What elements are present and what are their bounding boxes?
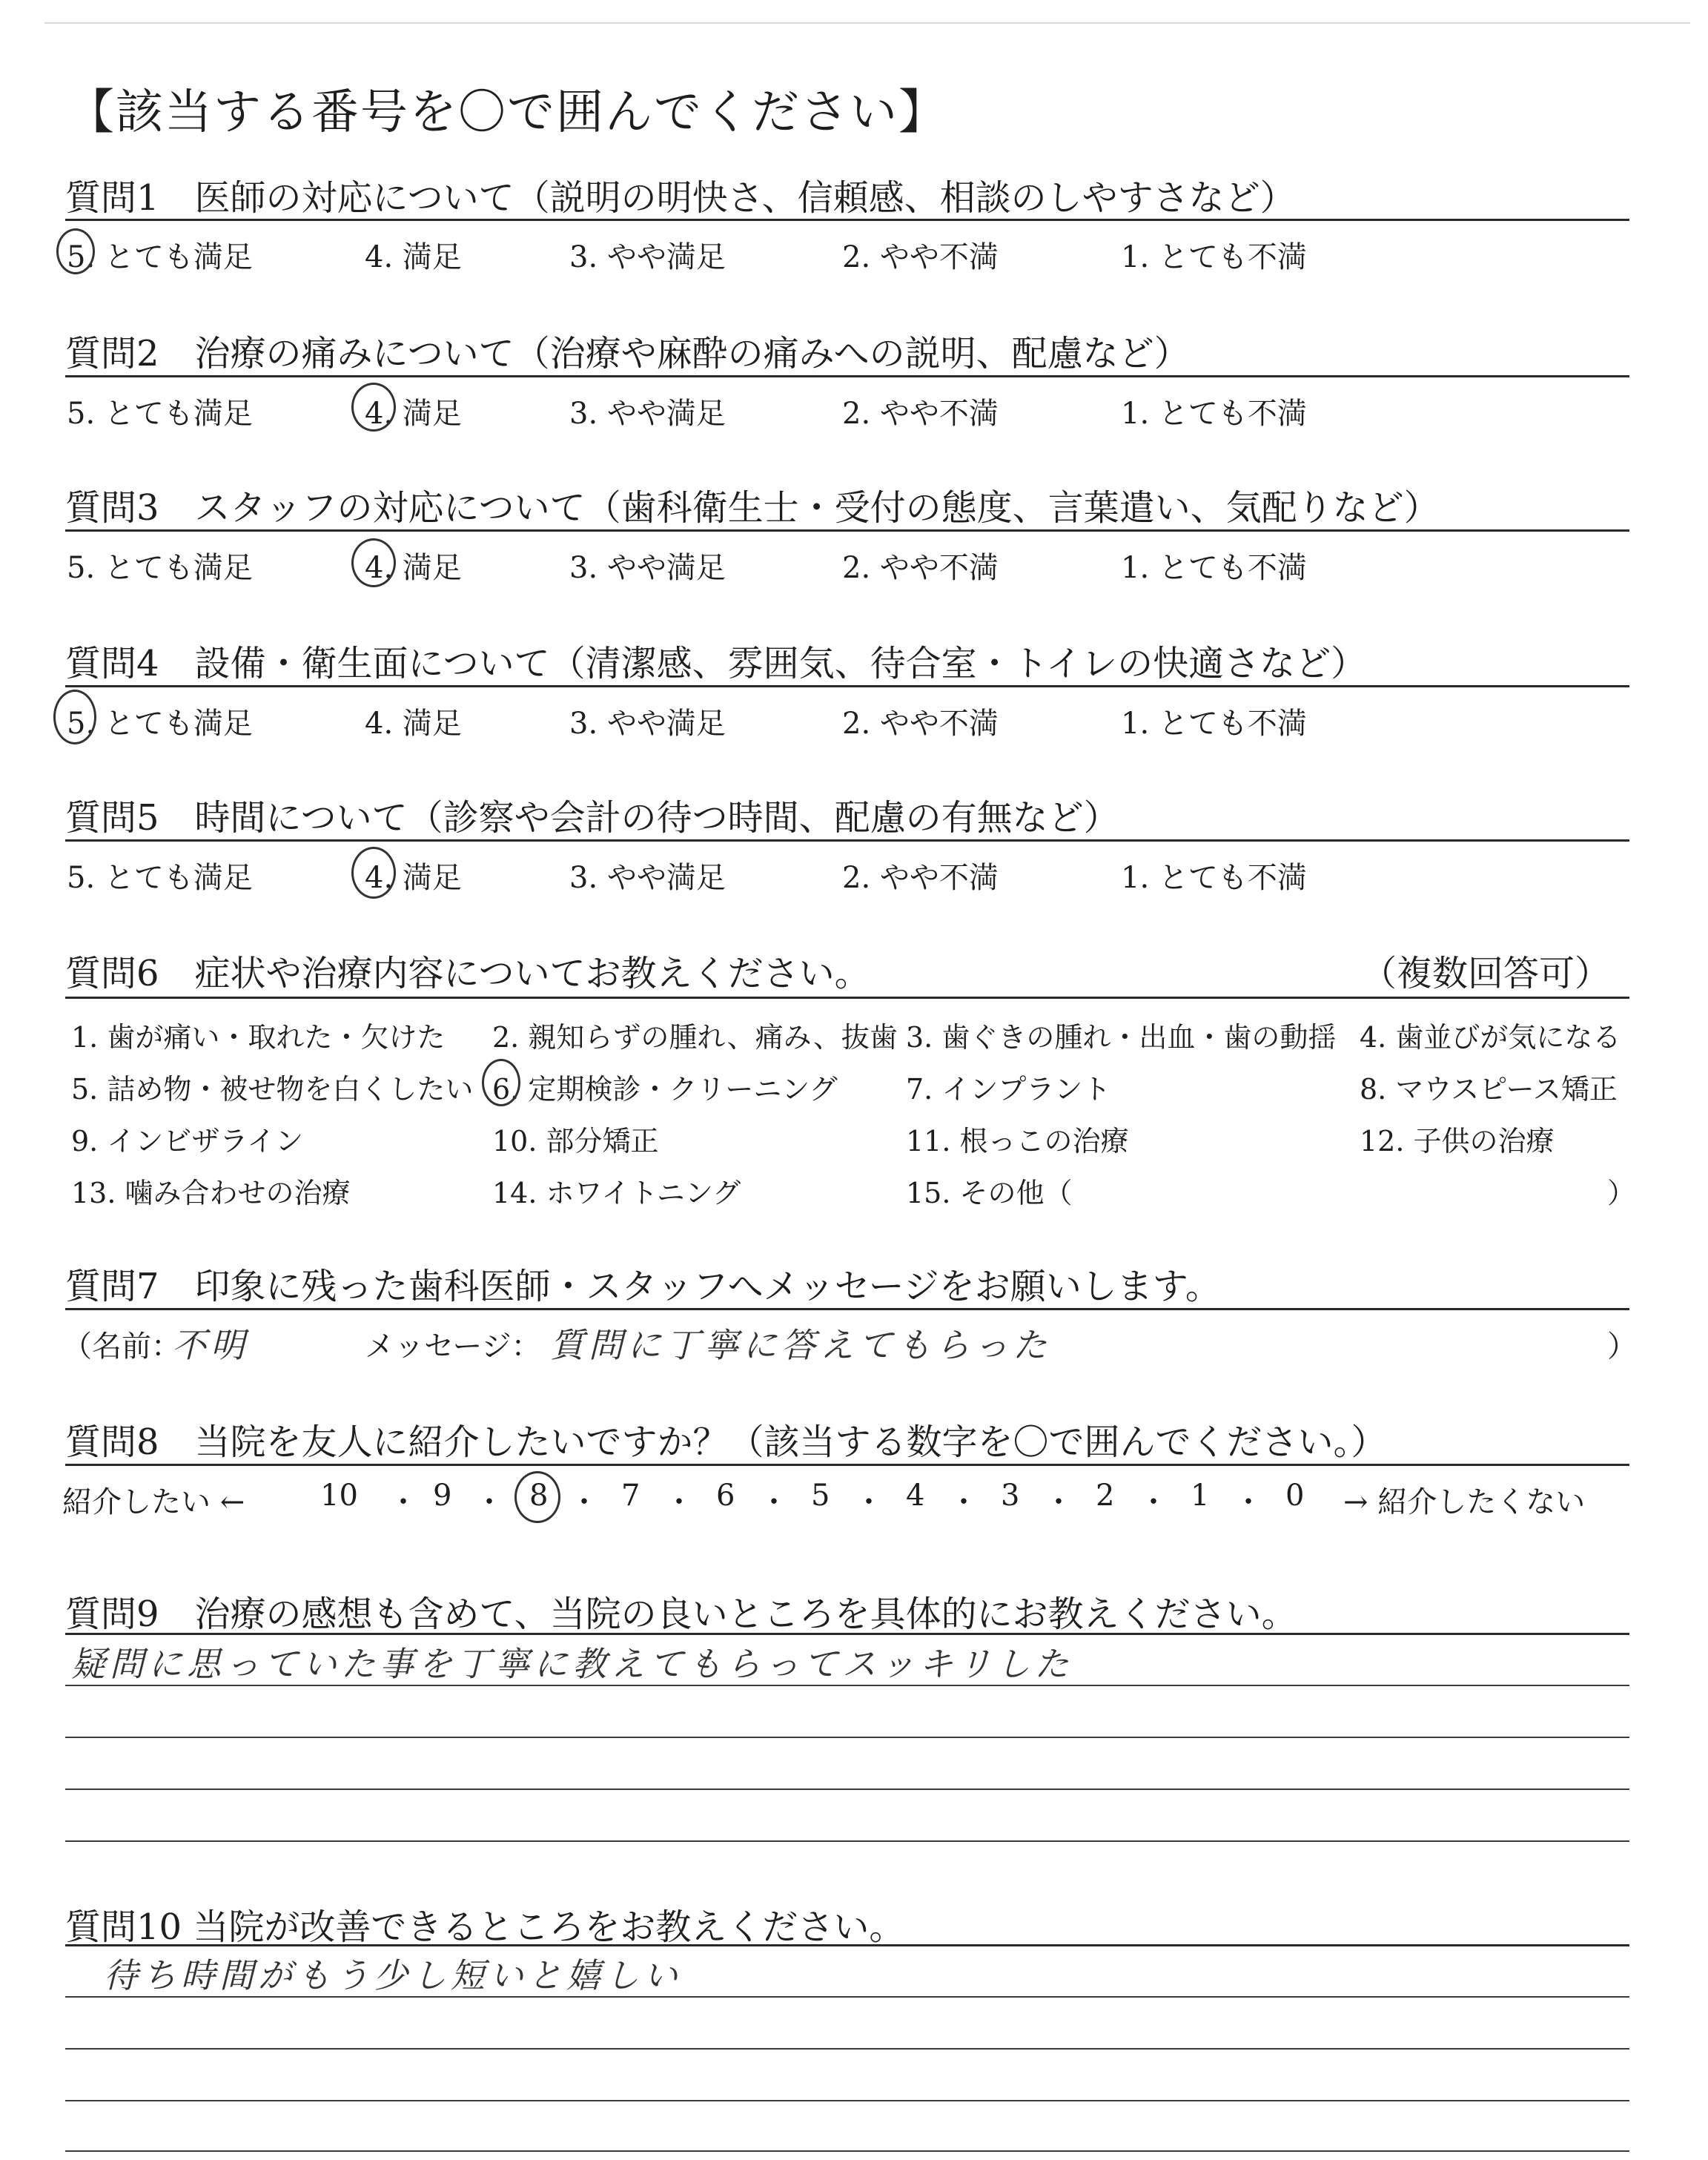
q1-option-1[interactable]: 1. とても不満 bbox=[1121, 240, 1307, 274]
q10-answer-line bbox=[65, 2100, 1629, 2101]
q3-heading: 質問3 スタッフの対応について（歯科衛生士・受付の態度、言葉遣い、気配りなど） bbox=[65, 487, 1440, 529]
q4-option-2[interactable]: 2. やや不満 bbox=[842, 707, 999, 741]
q3-option-2[interactable]: 2. やや不満 bbox=[842, 551, 999, 585]
q7-name-label: （名前： bbox=[62, 1330, 181, 1364]
q8-number[interactable]: 10 bbox=[320, 1479, 358, 1513]
q1-option-3[interactable]: 3. やや満足 bbox=[569, 240, 726, 274]
q9-heading: 質問9 治療の感想も含めて、当院の良いところを具体的にお教えください。 bbox=[65, 1593, 1297, 1635]
q8-separator: ・ bbox=[1234, 1485, 1263, 1519]
q2-selection-circle bbox=[351, 383, 396, 432]
q1-rule bbox=[65, 219, 1629, 221]
q1-option-2[interactable]: 2. やや不満 bbox=[842, 240, 999, 274]
q2-option-1[interactable]: 1. とても不満 bbox=[1121, 397, 1307, 431]
q10-answer-line bbox=[65, 2150, 1629, 2152]
q5-option-4[interactable]: 4. 満足 bbox=[365, 861, 462, 895]
q6-option[interactable]: 8. マウスピース矯正 bbox=[1360, 1073, 1618, 1106]
q6-option[interactable]: 3. 歯ぐきの腫れ・出血・歯の動揺 bbox=[906, 1021, 1337, 1054]
q8-left-label: 紹介したい ← bbox=[62, 1485, 245, 1519]
q9-answer-line bbox=[65, 1685, 1629, 1686]
q9-rule bbox=[65, 1633, 1629, 1635]
q3-option-1[interactable]: 1. とても不満 bbox=[1121, 551, 1307, 585]
top-border bbox=[44, 22, 1690, 24]
q8-separator: ・ bbox=[1044, 1485, 1073, 1519]
q8-separator: ・ bbox=[569, 1485, 599, 1519]
form-title: 【該当する番号を〇で囲んでください】 bbox=[67, 85, 947, 140]
q6-option[interactable]: 7. インプラント bbox=[906, 1073, 1111, 1106]
q7-message-label: メッセージ： bbox=[365, 1330, 541, 1364]
q6-note: （複数回答可） bbox=[1361, 953, 1611, 994]
q2-heading: 質問2 治療の痛みについて（治療や麻酔の痛みへの説明、配慮など） bbox=[65, 333, 1190, 374]
q5-option-5[interactable]: 5. とても満足 bbox=[67, 861, 253, 895]
q4-option-5[interactable]: 5. とても満足 bbox=[67, 707, 253, 741]
q1-heading: 質問1 医師の対応について（説明の明快さ、信頼感、相談のしやすさなど） bbox=[65, 177, 1296, 219]
q3-selection-circle bbox=[351, 538, 396, 587]
q6-option[interactable]: 4. 歯並びが気になる bbox=[1360, 1021, 1621, 1054]
q2-option-3[interactable]: 3. やや満足 bbox=[569, 397, 726, 431]
q2-rule bbox=[65, 375, 1629, 377]
q6-other-close: ） bbox=[1607, 1177, 1636, 1209]
q3-option-4[interactable]: 4. 満足 bbox=[365, 551, 462, 585]
q1-selection-circle bbox=[56, 228, 95, 274]
q1-option-4[interactable]: 4. 満足 bbox=[365, 240, 462, 274]
q7-rule bbox=[65, 1308, 1629, 1310]
q8-number[interactable]: 0 bbox=[1285, 1479, 1305, 1513]
q8-heading: 質問8 当院を友人に紹介したいですか？（該当する数字を〇で囲んでください。） bbox=[65, 1421, 1387, 1463]
q7-name-value[interactable]: 不明 bbox=[172, 1325, 249, 1365]
q2-option-5[interactable]: 5. とても満足 bbox=[67, 397, 253, 431]
q6-option[interactable]: 2. 親知らずの腫れ、痛み、抜歯 bbox=[492, 1021, 898, 1054]
q8-separator: ・ bbox=[474, 1485, 504, 1519]
q5-rule bbox=[65, 839, 1629, 842]
q6-option[interactable]: 5. 詰め物・被せ物を白くしたい bbox=[71, 1073, 474, 1106]
q6-option[interactable]: 10. 部分矯正 bbox=[492, 1125, 659, 1157]
q8-number[interactable]: 2 bbox=[1096, 1479, 1115, 1513]
q8-right-label: → 紹介したくない bbox=[1343, 1485, 1586, 1519]
q6-option[interactable]: 6. 定期検診・クリーニング bbox=[492, 1073, 838, 1106]
q10-heading: 質問10 当院が改善できるところをお教えください。 bbox=[65, 1906, 905, 1948]
q6-rule bbox=[65, 997, 1629, 999]
q8-number[interactable]: 7 bbox=[621, 1479, 640, 1513]
q8-rule bbox=[65, 1464, 1629, 1466]
q6-selection-circle bbox=[482, 1059, 520, 1106]
q5-option-2[interactable]: 2. やや不満 bbox=[842, 861, 999, 895]
q9-answer-line bbox=[65, 1737, 1629, 1738]
q9-answer[interactable]: 疑問に思っていた事を丁寧に教えてもらってスッキリした bbox=[71, 1644, 1073, 1684]
q7-heading: 質問7 印象に残った歯科医師・スタッフへメッセージをお願いします。 bbox=[65, 1266, 1221, 1307]
q6-option[interactable]: 1. 歯が痛い・取れた・欠けた bbox=[71, 1021, 446, 1054]
q6-option-other[interactable]: 15. その他（ bbox=[906, 1177, 1073, 1209]
q8-number[interactable]: 4 bbox=[906, 1479, 925, 1513]
q6-option[interactable]: 12. 子供の治療 bbox=[1360, 1125, 1555, 1157]
q4-option-1[interactable]: 1. とても不満 bbox=[1121, 707, 1307, 741]
q8-separator: ・ bbox=[664, 1485, 694, 1519]
q4-selection-circle bbox=[53, 690, 96, 744]
q8-number[interactable]: 8 bbox=[529, 1479, 549, 1513]
q6-option[interactable]: 13. 噛み合わせの治療 bbox=[71, 1177, 351, 1209]
q2-option-2[interactable]: 2. やや不満 bbox=[842, 397, 999, 431]
q6-option[interactable]: 11. 根っこの治療 bbox=[906, 1125, 1129, 1157]
q10-answer-line bbox=[65, 1996, 1629, 1998]
q4-rule bbox=[65, 685, 1629, 687]
q3-option-3[interactable]: 3. やや満足 bbox=[569, 551, 726, 585]
q8-number[interactable]: 1 bbox=[1191, 1479, 1210, 1513]
q5-option-1[interactable]: 1. とても不満 bbox=[1121, 861, 1307, 895]
q7-message-value[interactable]: 質問に丁寧に答えてもらった bbox=[550, 1325, 1051, 1365]
q5-selection-circle bbox=[351, 847, 396, 899]
q8-separator: ・ bbox=[388, 1485, 418, 1519]
q8-number[interactable]: 5 bbox=[811, 1479, 830, 1513]
q8-selection-circle bbox=[514, 1471, 560, 1523]
q3-option-5[interactable]: 5. とても満足 bbox=[67, 551, 253, 585]
q6-option[interactable]: 9. インビザライン bbox=[71, 1125, 304, 1157]
q10-rule bbox=[65, 1944, 1629, 1946]
q8-separator: ・ bbox=[949, 1485, 979, 1519]
q8-number[interactable]: 9 bbox=[433, 1479, 452, 1513]
q4-heading: 質問4 設備・衛生面について（清潔感、雰囲気、待合室・トイレの快適さなど） bbox=[65, 643, 1367, 684]
q5-heading: 質問5 時間について（診察や会計の待つ時間、配慮の有無など） bbox=[65, 797, 1119, 839]
q2-option-4[interactable]: 4. 満足 bbox=[365, 397, 462, 431]
q3-rule bbox=[65, 529, 1629, 532]
q8-number[interactable]: 6 bbox=[716, 1479, 735, 1513]
q9-answer-line bbox=[65, 1789, 1629, 1790]
q4-option-3[interactable]: 3. やや満足 bbox=[569, 707, 726, 741]
q1-option-5[interactable]: 5. とても満足 bbox=[67, 240, 253, 274]
q6-heading: 質問6 症状や治療内容についてお教えください。 bbox=[65, 953, 870, 994]
q6-option[interactable]: 14. ホワイトニング bbox=[492, 1177, 741, 1209]
q8-separator: ・ bbox=[1139, 1485, 1168, 1519]
q10-answer-line bbox=[65, 2048, 1629, 2050]
q4-option-4[interactable]: 4. 満足 bbox=[365, 707, 462, 741]
q8-separator: ・ bbox=[854, 1485, 884, 1519]
q8-separator: ・ bbox=[759, 1485, 789, 1519]
q5-option-3[interactable]: 3. やや満足 bbox=[569, 861, 726, 895]
q8-number[interactable]: 3 bbox=[1001, 1479, 1020, 1513]
q10-answer[interactable]: 待ち時間がもう少し短いと嬉しい bbox=[104, 1955, 682, 1995]
q7-close: ） bbox=[1607, 1330, 1637, 1364]
q9-answer-line bbox=[65, 1840, 1629, 1842]
